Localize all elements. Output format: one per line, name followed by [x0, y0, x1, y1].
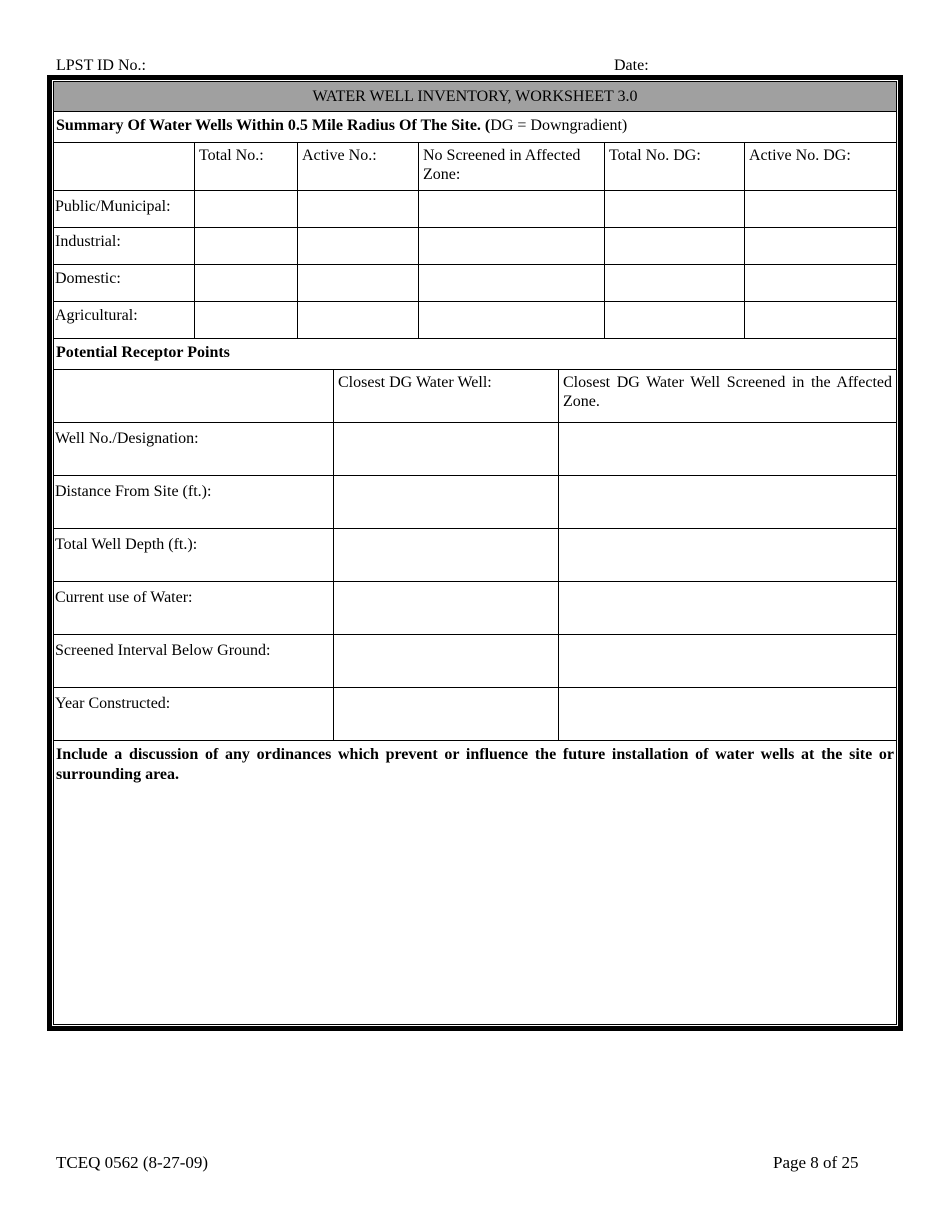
discussion-prompt: Include a discussion of any ordinances which prevent or influence the future installation of water wells at the site or surrounding area.	[56, 746, 894, 783]
row-label-agricultural: Agricultural:	[54, 302, 195, 338]
receptor-row-interval	[54, 635, 896, 688]
row-label-interval: Screened Interval Below Ground:	[54, 635, 334, 687]
input-cell[interactable]	[298, 228, 419, 264]
input-cell[interactable]	[559, 476, 896, 528]
input-cell[interactable]	[745, 302, 896, 338]
input-cell[interactable]	[195, 302, 298, 338]
receptor-row-well-no	[54, 423, 896, 476]
input-cell[interactable]	[334, 582, 559, 634]
col-active-no: Active No.:	[298, 143, 419, 190]
input-cell[interactable]	[419, 302, 605, 338]
col-total-no: Total No.:	[195, 143, 298, 190]
summary-header-row	[54, 143, 896, 191]
col-closest-dg-screened: Closest DG Water Well Screened in the Affected Zone.	[563, 374, 892, 410]
input-cell[interactable]	[195, 191, 298, 227]
input-cell[interactable]	[605, 302, 745, 338]
summary-heading-row	[54, 112, 896, 143]
receptor-heading: Potential Receptor Points	[56, 344, 230, 361]
receptor-row-use	[54, 582, 896, 635]
input-cell[interactable]	[298, 302, 419, 338]
discussion-area[interactable]	[54, 741, 896, 1024]
summary-row-public	[54, 191, 896, 228]
lpst-id-label: LPST ID No.:	[56, 57, 146, 74]
col-total-no-dg: Total No. DG:	[605, 143, 745, 190]
row-label-use: Current use of Water:	[54, 582, 334, 634]
input-cell[interactable]	[559, 688, 896, 740]
input-cell[interactable]	[334, 688, 559, 740]
worksheet-frame	[47, 75, 903, 1031]
col-no-screened: No Screened in Affected Zone:	[419, 143, 605, 190]
input-cell[interactable]	[419, 191, 605, 227]
input-cell[interactable]	[745, 228, 896, 264]
row-label-year: Year Constructed:	[54, 688, 334, 740]
receptor-row-year	[54, 688, 896, 741]
summary-heading: Summary Of Water Wells Within 0.5 Mile Radius Of The Site. (DG = Downgradient)	[56, 117, 628, 134]
receptor-row-distance	[54, 476, 896, 529]
input-cell[interactable]	[334, 423, 559, 475]
row-label-industrial: Industrial:	[54, 228, 195, 264]
date-label: Date:	[614, 57, 649, 74]
input-cell[interactable]	[298, 265, 419, 301]
receptor-heading-row	[54, 339, 896, 370]
summary-row-domestic	[54, 265, 896, 302]
input-cell[interactable]	[605, 191, 745, 227]
row-label-domestic: Domestic:	[54, 265, 195, 301]
summary-row-agricultural	[54, 302, 896, 339]
input-cell[interactable]	[559, 582, 896, 634]
input-cell[interactable]	[745, 265, 896, 301]
input-cell[interactable]	[559, 423, 896, 475]
receptor-row-depth	[54, 529, 896, 582]
input-cell[interactable]	[745, 191, 896, 227]
input-cell[interactable]	[559, 635, 896, 687]
input-cell[interactable]	[298, 191, 419, 227]
col-active-no-dg: Active No. DG:	[749, 147, 851, 164]
row-label-public: Public/Municipal:	[54, 191, 195, 227]
input-cell[interactable]	[605, 265, 745, 301]
col-closest-dg-well: Closest DG Water Well:	[334, 370, 559, 422]
row-label-distance: Distance From Site (ft.):	[54, 476, 334, 528]
input-cell[interactable]	[334, 635, 559, 687]
input-cell[interactable]	[605, 228, 745, 264]
receptor-header-row	[54, 370, 896, 423]
input-cell[interactable]	[559, 529, 896, 581]
input-cell[interactable]	[334, 476, 559, 528]
row-label-well-no: Well No./Designation:	[54, 423, 334, 475]
form-number: TCEQ 0562 (8-27-09)	[56, 1153, 209, 1172]
input-cell[interactable]	[419, 265, 605, 301]
row-label-depth: Total Well Depth (ft.):	[54, 529, 334, 581]
input-cell[interactable]	[195, 265, 298, 301]
input-cell[interactable]	[419, 228, 605, 264]
page-number: Page 8 of 25	[773, 1153, 859, 1172]
worksheet-title: WATER WELL INVENTORY, WORKSHEET 3.0	[54, 82, 896, 112]
input-cell[interactable]	[334, 529, 559, 581]
input-cell[interactable]	[195, 228, 298, 264]
summary-row-industrial	[54, 228, 896, 265]
receptor-header-blank	[54, 370, 334, 422]
summary-header-blank	[54, 143, 195, 190]
